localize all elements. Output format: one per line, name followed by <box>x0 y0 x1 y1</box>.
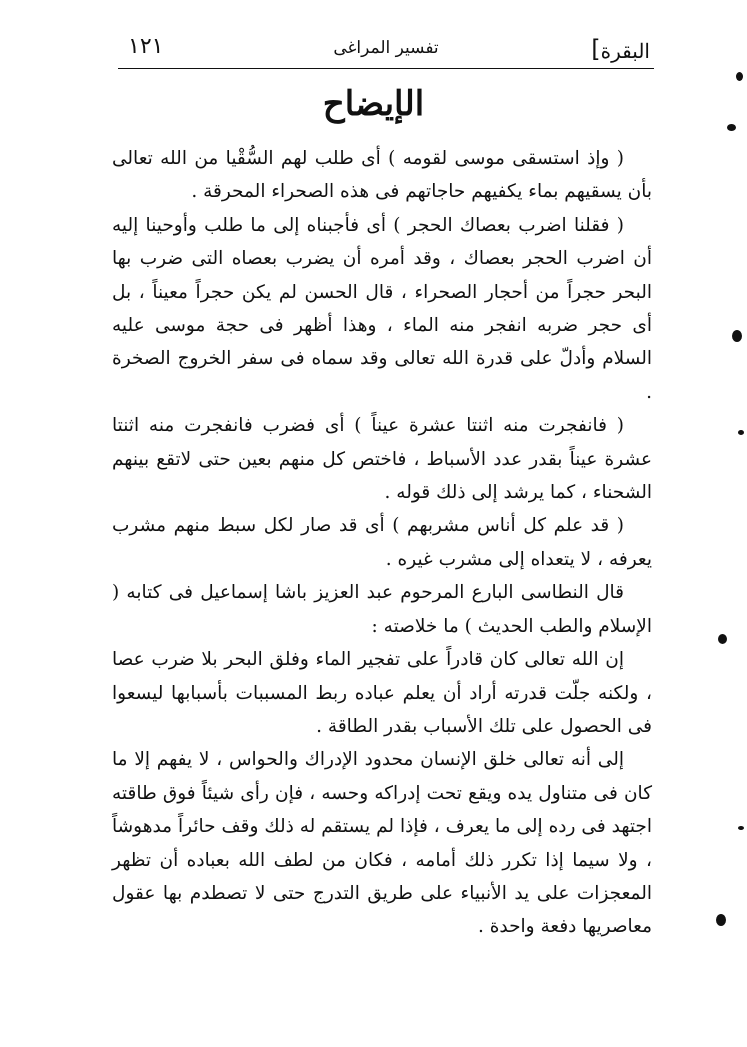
running-header <box>118 30 654 69</box>
scan-speck <box>738 826 744 830</box>
scan-speck <box>736 72 743 81</box>
header-bracket: ] <box>591 35 601 63</box>
paragraph-1: ( وإذ استسقى موسى لقومه ) أى طلب لهم السُّقْيا من الله تعالى بأن يسقيهم بماء يكفيهم حاجاتهم فى هذه الصحراء المحرقة . <box>112 148 652 203</box>
paragraph-5: قال النطاسى البارع المرحوم عبد العزيز باشا إسماعيل فى كتابه ( الإسلام والطب الحديث ) ما خلاصته : <box>112 582 652 637</box>
surah-name-text: البقرة <box>600 39 650 63</box>
paragraph-6: إن الله تعالى كان قادراً على تفجير الماء وفلق البحر بلا ضرب عصا ، ولكنه جلّت قدرته أراد أن يعلم عباده ربط المسببات بأسبابها ليسعوا فى الحصول على تلك الأسباب بقدر الطاقة . <box>112 649 652 737</box>
scan-speck <box>716 914 726 926</box>
paragraph-4: ( قد علم كل أناس مشربهم ) أى قد صار لكل سبط منهم مشرب يعرفه ، لا يتعداه إلى مشرب غيره . <box>112 515 652 570</box>
scan-speck <box>718 634 727 644</box>
page-number: ١٢١ <box>128 34 164 59</box>
paragraph-2: ( فقلنا اضرب بعصاك الحجر ) أى فأجبناه إلى ما طلب وأوحينا إليه أن اضرب الحجر بعصاك ، وقد أمره أن يضرب بعصاه التى ضرب بها البحر حجراً من أحجار الصحراء ، قال الحسن لم يكن حجراً معيناً ، بل أى حجر ضربه انفجر منه الماء ، وهذا أظهر فى حجة موسى عليه السلام وأدلّ على قدرة الله تعالى وقد سماه فى سفر الخروج الصخرة . <box>112 214 652 403</box>
section-title: الإيضاح <box>322 84 425 124</box>
scan-speck <box>732 330 742 342</box>
paragraph-7: إلى أنه تعالى خلق الإنسان محدود الإدراك والحواس ، لا يفهم إلا ما كان فى متناول يده ويقع تحت إدراكه وحسه ، فإن رأى شيئاً فوق طاقته اجتهد فى رده إلى ما يعرف ، فإذا لم يستقم له ذلك وقف حائراً مدهوشاً ، ولا سيما إذا تكرر ذلك أمامه ، فكان من لطف الله بعباده أن تظهر المعجزات على يد الأنبياء على طريق التدرج حتى لا تصطدم بها عقول معاصريها دفعة واحدة . <box>112 749 652 938</box>
body-text <box>112 142 652 944</box>
scan-speck <box>738 430 744 435</box>
header-book-title: تفسير المراغى <box>333 38 439 58</box>
scan-speck <box>727 124 736 131</box>
paragraph-3: ( فانفجرت منه اثنتا عشرة عيناً ) أى فضرب فانفجرت منه اثنتا عشرة عيناً بقدر عدد الأسباط ، فاختص كل منهم بعين حتى لاتقع بينهم الشحناء ، كما يرشد إلى ذلك قوله . <box>112 415 652 504</box>
